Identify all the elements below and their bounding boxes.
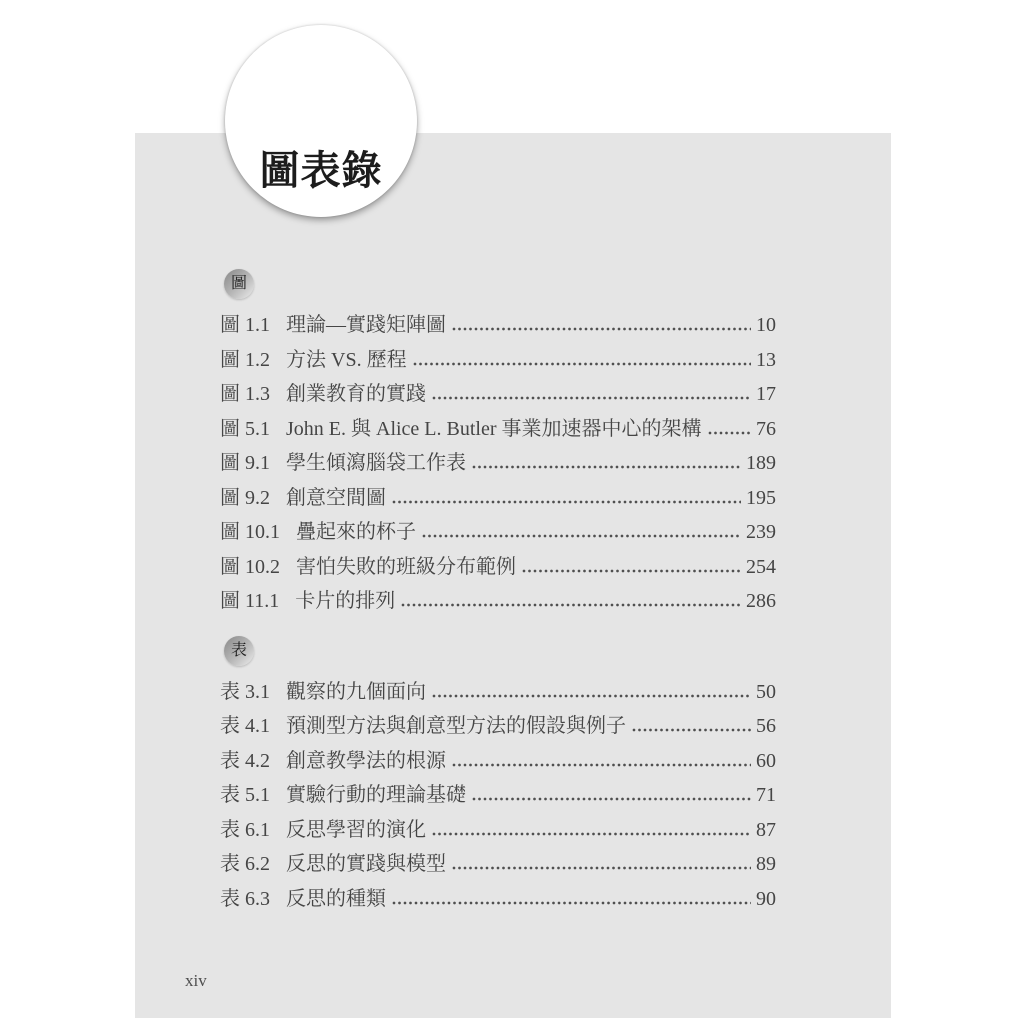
figures-section-icon: 圖 [224, 269, 254, 299]
dot-leader [472, 797, 751, 801]
entry-label: 圖 5.1 [220, 417, 270, 440]
toc-entry [220, 778, 776, 813]
toc-entry [220, 308, 776, 343]
entry-page-number: 286 [746, 590, 776, 612]
entry-title: 創意教學法的根源 [286, 749, 446, 772]
toc-rows [220, 308, 776, 619]
chapter-title-circle [225, 25, 417, 217]
tables-section-icon: 表 [224, 636, 254, 666]
entry-title: 觀察的九個面向 [286, 680, 426, 703]
entry-page-number: 239 [746, 521, 776, 543]
dot-leader [432, 396, 751, 400]
entry-title: 疊起來的杯子 [296, 521, 416, 543]
dot-leader [413, 362, 751, 366]
entry-page-number: 56 [756, 715, 776, 737]
toc-entry [220, 446, 776, 481]
dot-leader [472, 465, 741, 469]
entry-label: 表 6.3 [220, 887, 270, 910]
dot-leader [432, 694, 751, 698]
entry-label: 圖 9.1 [220, 452, 270, 474]
entry-label: 表 6.2 [220, 853, 270, 875]
dot-leader [452, 763, 751, 767]
dot-leader [522, 569, 741, 573]
entry-title: 創業教育的實踐 [286, 383, 426, 405]
entry-page-number: 87 [756, 818, 776, 841]
toc-rows [220, 675, 776, 917]
entry-title: 預測型方法與創意型方法的假設與例子 [286, 715, 626, 737]
entry-label: 圖 1.1 [220, 314, 270, 336]
entry-page-number: 195 [746, 486, 776, 509]
toc-entry [220, 882, 776, 917]
entry-title: 反思的種類 [286, 887, 386, 910]
entry-page-number: 71 [756, 784, 776, 806]
entry-page-number: 76 [756, 417, 776, 440]
entry-title: John E. 與 Alice L. Butler 事業加速器中心的架構 [286, 417, 702, 440]
toc-entry [220, 744, 776, 779]
page-title: 圖表錄 [259, 148, 383, 193]
dot-leader [452, 866, 751, 870]
entry-title: 學生傾瀉腦袋工作表 [286, 452, 466, 474]
entry-label: 表 5.1 [220, 784, 270, 806]
dot-leader [632, 728, 751, 732]
entry-label: 圖 10.2 [220, 555, 280, 578]
dot-leader [392, 500, 741, 504]
toc-entry [220, 377, 776, 412]
entry-page-number: 89 [756, 853, 776, 875]
entry-page-number: 13 [756, 348, 776, 371]
entry-title: 創意空間圖 [286, 486, 386, 509]
dot-leader [708, 431, 751, 435]
toc-content [220, 269, 776, 916]
entry-title: 理論—實踐矩陣圖 [286, 314, 446, 336]
entry-label: 表 4.1 [220, 715, 270, 737]
entry-title: 方法 VS. 歷程 [286, 348, 407, 371]
toc-section [220, 269, 776, 619]
dot-leader [392, 901, 751, 905]
toc-entry [220, 515, 776, 550]
entry-label: 表 3.1 [220, 680, 270, 703]
entry-page-number: 90 [756, 887, 776, 910]
entry-label: 圖 1.2 [220, 348, 270, 371]
dot-leader [452, 327, 751, 331]
toc-entry [220, 550, 776, 585]
toc-entry [220, 343, 776, 378]
entry-page-number: 254 [746, 555, 776, 578]
entry-page-number: 10 [756, 314, 776, 336]
toc-entry [220, 481, 776, 516]
dot-leader [401, 603, 741, 607]
entry-label: 表 6.1 [220, 818, 270, 841]
dot-leader [422, 534, 741, 538]
toc-entry [220, 584, 776, 619]
entry-label: 圖 10.1 [220, 521, 280, 543]
entry-title: 反思的實踐與模型 [286, 853, 446, 875]
entry-page-number: 50 [756, 680, 776, 703]
entry-title: 害怕失敗的班級分布範例 [296, 555, 516, 578]
entry-title: 反思學習的演化 [286, 818, 426, 841]
toc-section [220, 636, 776, 917]
entry-page-number: 189 [746, 452, 776, 474]
toc-entry [220, 813, 776, 848]
entry-page-number: 60 [756, 749, 776, 772]
entry-title: 實驗行動的理論基礎 [286, 784, 466, 806]
entry-label: 圖 9.2 [220, 486, 270, 509]
entry-label: 表 4.2 [220, 749, 270, 772]
toc-entry [220, 412, 776, 447]
entry-label: 圖 1.3 [220, 383, 270, 405]
entry-page-number: 17 [756, 383, 776, 405]
entry-title: 卡片的排列 [295, 590, 396, 612]
page-number: xiv [185, 971, 207, 990]
toc-entry [220, 709, 776, 744]
dot-leader [432, 832, 751, 836]
toc-entry [220, 675, 776, 710]
page-background [135, 133, 891, 1018]
toc-entry [220, 847, 776, 882]
entry-label: 圖 11.1 [220, 590, 280, 612]
